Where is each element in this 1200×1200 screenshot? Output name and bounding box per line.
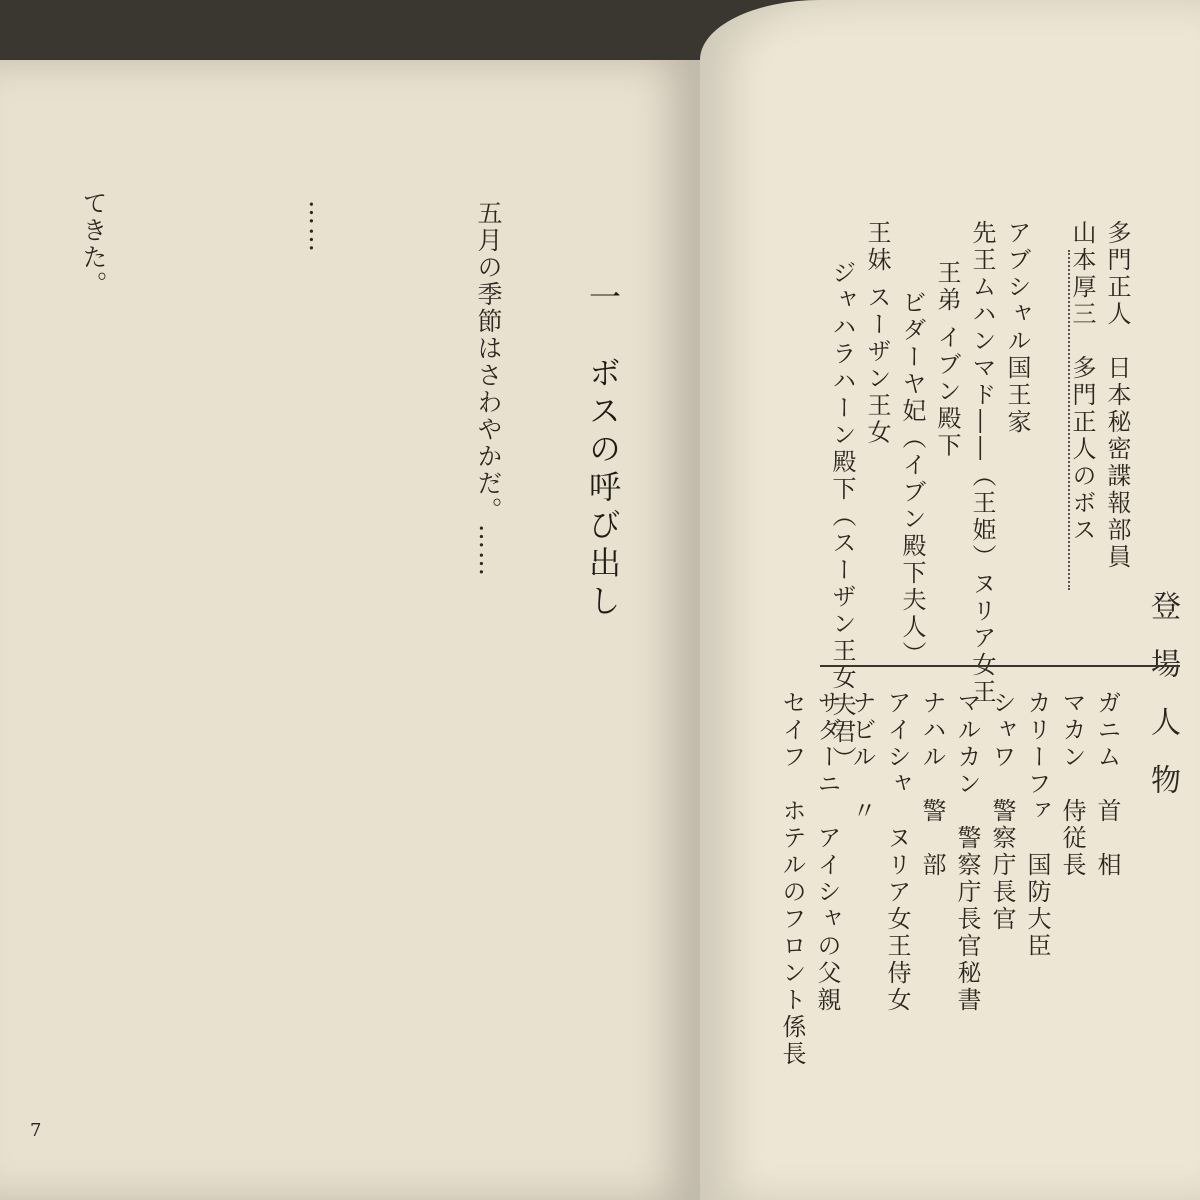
dotted-rule <box>1068 250 1070 590</box>
chapter-heading <box>580 280 626 622</box>
cast-title: 登場人物 <box>1145 590 1180 822</box>
cast-entry: ナビル 〃 <box>848 690 876 825</box>
cast-entry: カリーファ 国防大臣 <box>1023 690 1051 960</box>
page-number: 7 <box>30 1120 42 1141</box>
cast-entry: ガニム 首 相 <box>1093 690 1121 879</box>
cast-entry: 多門正人 日本秘密諜報部員 <box>1103 220 1131 571</box>
cast-entry: セイフ ホテルのフロント係長 <box>778 690 806 1068</box>
body-text-start: 五月の季節はさわやかだ。…… <box>474 200 503 578</box>
cast-entry: ナハル 警 部 <box>918 690 946 879</box>
body-text-end: てきた。 <box>79 190 108 298</box>
cast-entry: マルカン 警察庁長官秘書 <box>953 690 981 1014</box>
right-page <box>700 0 1200 1200</box>
cast-entry: アイシャ ヌリア女王侍女 <box>883 690 911 1014</box>
cast-entry: サダーニ アイシャの父親 <box>813 690 841 1014</box>
cast-entry: 王弟 イブン殿下 <box>933 260 961 460</box>
separator <box>820 665 1180 667</box>
chapter-title: ボスの呼び出し <box>584 356 622 622</box>
cast-entry: シャワ 警察庁長官 <box>988 690 1016 933</box>
cast-entry: アブシャル国王家 <box>1003 220 1031 436</box>
cast-entry: マカン 侍従長 <box>1058 690 1086 879</box>
cast-entry: ビダーヤ妃（イブン殿下夫人） <box>898 290 926 668</box>
cast-entry: 王妹 スーザン王女 <box>863 220 891 447</box>
cast-entry: 山本厚三 多門正人のボス <box>1068 220 1096 544</box>
chapter-number: 一 <box>584 280 622 318</box>
cast-entry: 先王ムハンマド――（王姫）ヌリア女王 <box>968 220 996 706</box>
body-text-middle: …… <box>304 200 333 254</box>
left-page <box>0 60 700 1200</box>
cast-entry: ジャハラハーン殿下（スーザン王女夫君） <box>828 260 856 773</box>
